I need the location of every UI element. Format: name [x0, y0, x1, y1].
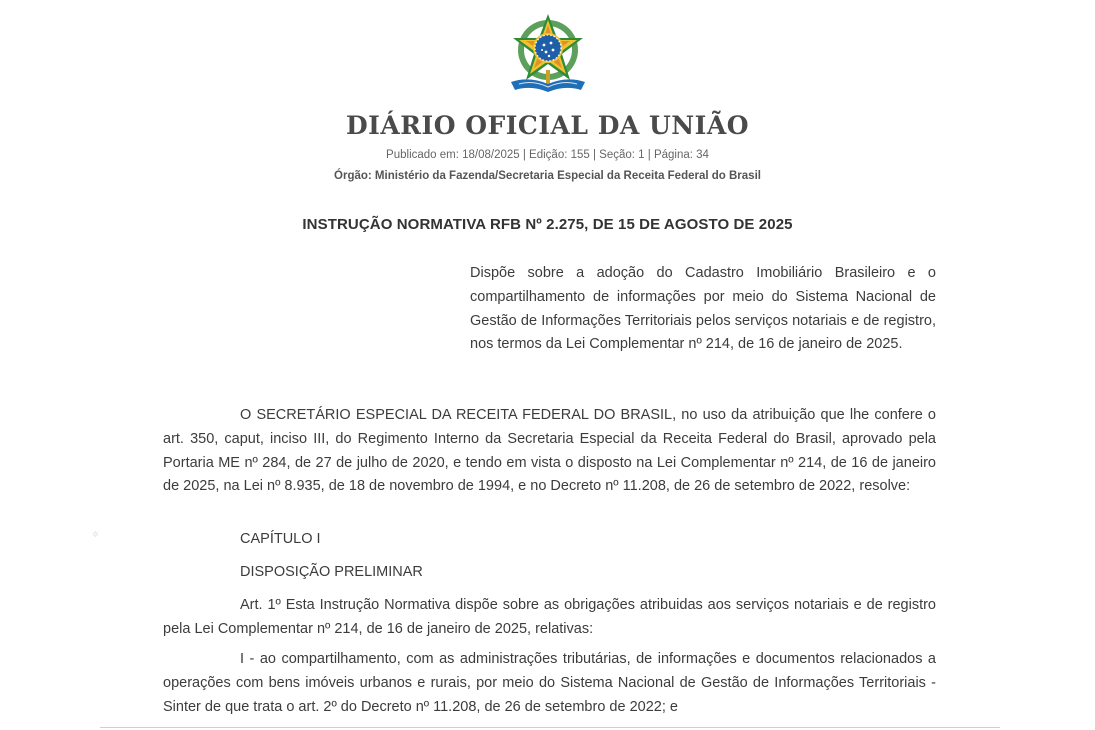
- issuing-agency: Órgão: Ministério da Fazenda/Secretaria Especial da Receita Federal do Brasil: [334, 170, 761, 182]
- chapter-title: DISPOSIÇÃO PRELIMINAR: [240, 564, 423, 580]
- preamble-paragraph: O SECRETÁRIO ESPECIAL DA RECEITA FEDERAL DO BRASIL, no uso da atribuição que lhe confere o art. 350, caput, inciso III, do Regimento Interno da Secretaria Especial da Receita Federal do Brasil, aprovado pela Portaria ME nº 284, de 27 de julho de 2020, e tendo em vista o disposto na Lei Complementar nº 214, de 16 de janeiro de 2025, na Lei nº 8.935, de 18 de novembro de 1994, e no Decreto nº 11.208, de 26 de setembro de 2022, resolve:: [163, 407, 936, 495]
- act-summary: Dispõe sobre a adoção do Cadastro Imobiliário Brasileiro e o compartilhamento de informações por meio do Sistema Nacional de Gestão de Informações Territoriais pelos serviços notariais e de registro, nos termos da Lei Complementar nº 214, de 16 de janeiro de 2025.: [470, 265, 936, 353]
- article-1-paragraph: Art. 1º Esta Instrução Normativa dispõe sobre as obrigações atribuidas aos serviços notariais e de registro pela Lei Complementar nº 214, de 16 de janeiro de 2025, relativas:: [163, 597, 936, 637]
- bottom-divider: [100, 727, 1000, 728]
- act-title: INSTRUÇÃO NORMATIVA RFB Nº 2.275, DE 15 DE AGOSTO DE 2025: [302, 216, 793, 233]
- chapter-heading: CAPÍTULO I: [240, 531, 321, 547]
- publication-info: Publicado em: 18/08/2025 | Edição: 155 | Seção: 1 | Página: 34: [386, 149, 709, 161]
- faint-artifact-mark: ✲: [92, 530, 99, 539]
- inciso-1-paragraph: I - ao compartilhamento, com as administrações tributárias, de informações e documentos relacionados a operações com bens imóveis urbanos e rurais, por meio do Sistema Nacional de Gestão de Informações Territoriais - Sinter de que trata o art. 2º do Decreto nº 11.208, de 26 de setembro de 2022; e: [163, 651, 936, 715]
- newspaper-title: DIÁRIO OFICIAL DA UNIÃO: [345, 111, 750, 140]
- brazil-coat-of-arms-icon: [505, 8, 591, 96]
